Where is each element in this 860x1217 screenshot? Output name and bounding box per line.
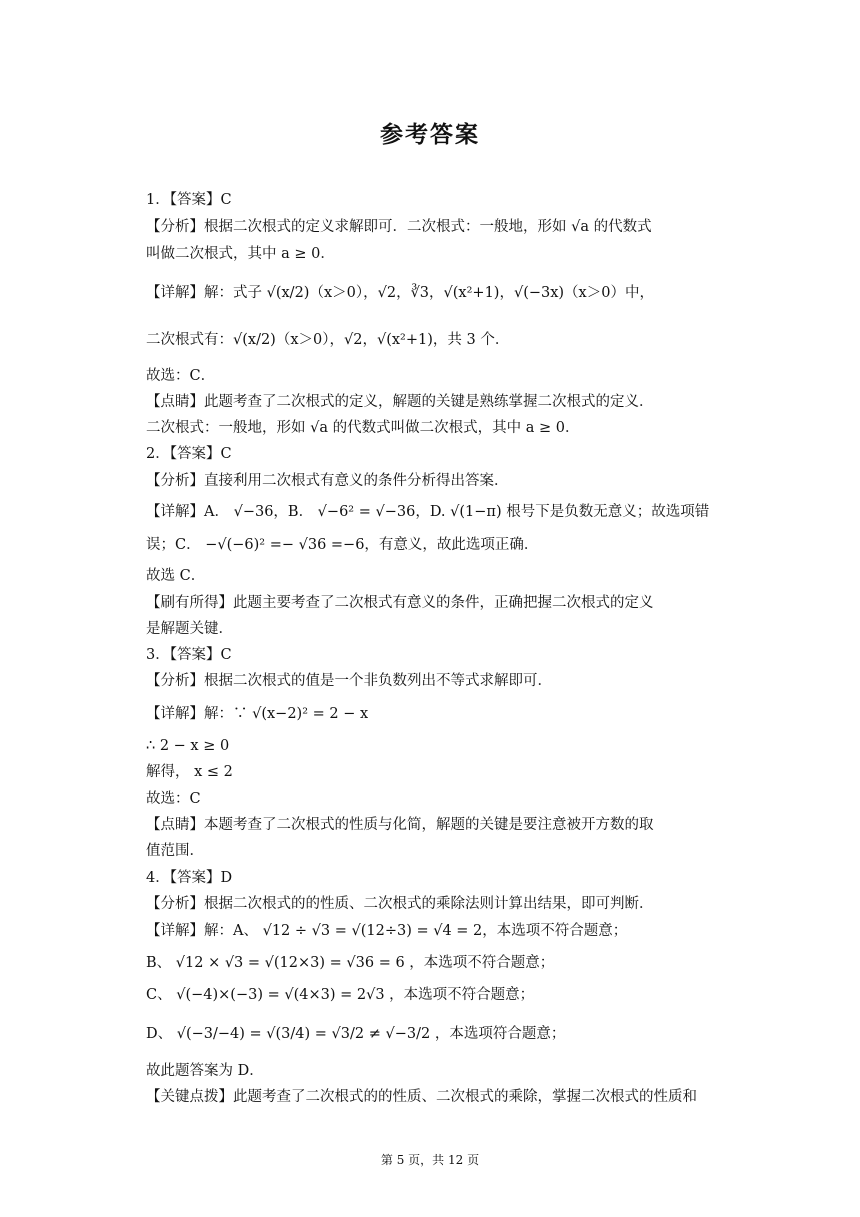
- text-line: 解得， x ≤ 2: [146, 764, 233, 780]
- text-line: 故此题答案为 D．: [146, 1063, 264, 1079]
- text-line: 故选 C．: [146, 568, 206, 584]
- text-line: 故选：C．: [146, 368, 216, 384]
- text-line: 【关键点拨】此题考查了二次根式的的性质、二次根式的乘除，掌握二次根式的性质和: [146, 1089, 697, 1105]
- text-line: D、 √(−3/−4) = √(3/4) = √3/2 ≠ √−3/2 ，本选项符合题意；: [146, 1026, 566, 1042]
- text-line: 二次根式有：√(x/2)（x＞0），√2，√(x²+1)，共 3 个．: [146, 332, 510, 348]
- text-line: 【分析】直接利用二次根式有意义的条件分析得出答案．: [146, 473, 509, 489]
- text-line: 【刷有所得】此题主要考查了二次根式有意义的条件，正确把握二次根式的定义: [146, 595, 654, 611]
- text-line: 值范围．: [146, 843, 204, 859]
- text-line: 误；C． −√(−6)² =− √36 =−6，有意义，故此选项正确．: [146, 537, 539, 553]
- text-line: 【详解】解：∵ √(x−2)² = 2 − x: [146, 706, 369, 722]
- text-line: 【点睛】本题考查了二次根式的性质与化简，解题的关键是要注意被开方数的取: [146, 817, 654, 833]
- text-line: B、 √12 × √3 = √(12×3) = √36 = 6 ，本选项不符合题意；: [146, 955, 555, 971]
- text-line: 叫做二次根式，其中 a ≥ 0．: [146, 246, 335, 262]
- text-line: 二次根式：一般地，形如 √a 的代数式叫做二次根式，其中 a ≥ 0．: [146, 420, 580, 436]
- page-title: 参考答案: [380, 122, 480, 148]
- text-line: 2．【答案】C: [146, 446, 232, 462]
- text-line: 1．【答案】C: [146, 192, 232, 208]
- text-line: ∴ 2 − x ≥ 0: [146, 738, 230, 754]
- text-line: 【分析】根据二次根式的的性质、二次根式的乘除法则计算出结果，即可判断．: [146, 896, 654, 912]
- text-line: 是解题关键．: [146, 621, 233, 637]
- text-line: 【分析】根据二次根式的值是一个非负数列出不等式求解即可．: [146, 673, 552, 689]
- text-line: 4．【答案】D: [146, 870, 233, 886]
- page-footer: 第 5 页，共 12 页: [380, 1153, 480, 1167]
- text-line: 故选：C: [146, 791, 201, 807]
- text-line: 3．【答案】C: [146, 647, 232, 663]
- text-line: 【分析】根据二次根式的定义求解即可．二次根式：一般地，形如 √a 的代数式: [146, 219, 652, 235]
- text-line: 【详解】解：式子 √(x/2)（x＞0），√2，∛3，√(x²+1)，√(−3x)（x＞0）中，: [146, 285, 654, 301]
- text-line: C、 √(−4)×(−3) = √(4×3) = 2√3 ，本选项不符合题意；: [146, 987, 535, 1003]
- text-line: 【详解】解：A、 √12 ÷ √3 = √(12÷3) = √4 = 2，本选项不符合题意；: [146, 923, 628, 939]
- text-line: 【点睛】此题考查了二次根式的定义，解题的关键是熟练掌握二次根式的定义．: [146, 394, 654, 410]
- text-line: 【详解】A． √−36，B． √−6² = √−36，D. √(1−π) 根号下是负数无意义；故选项错: [146, 504, 710, 520]
